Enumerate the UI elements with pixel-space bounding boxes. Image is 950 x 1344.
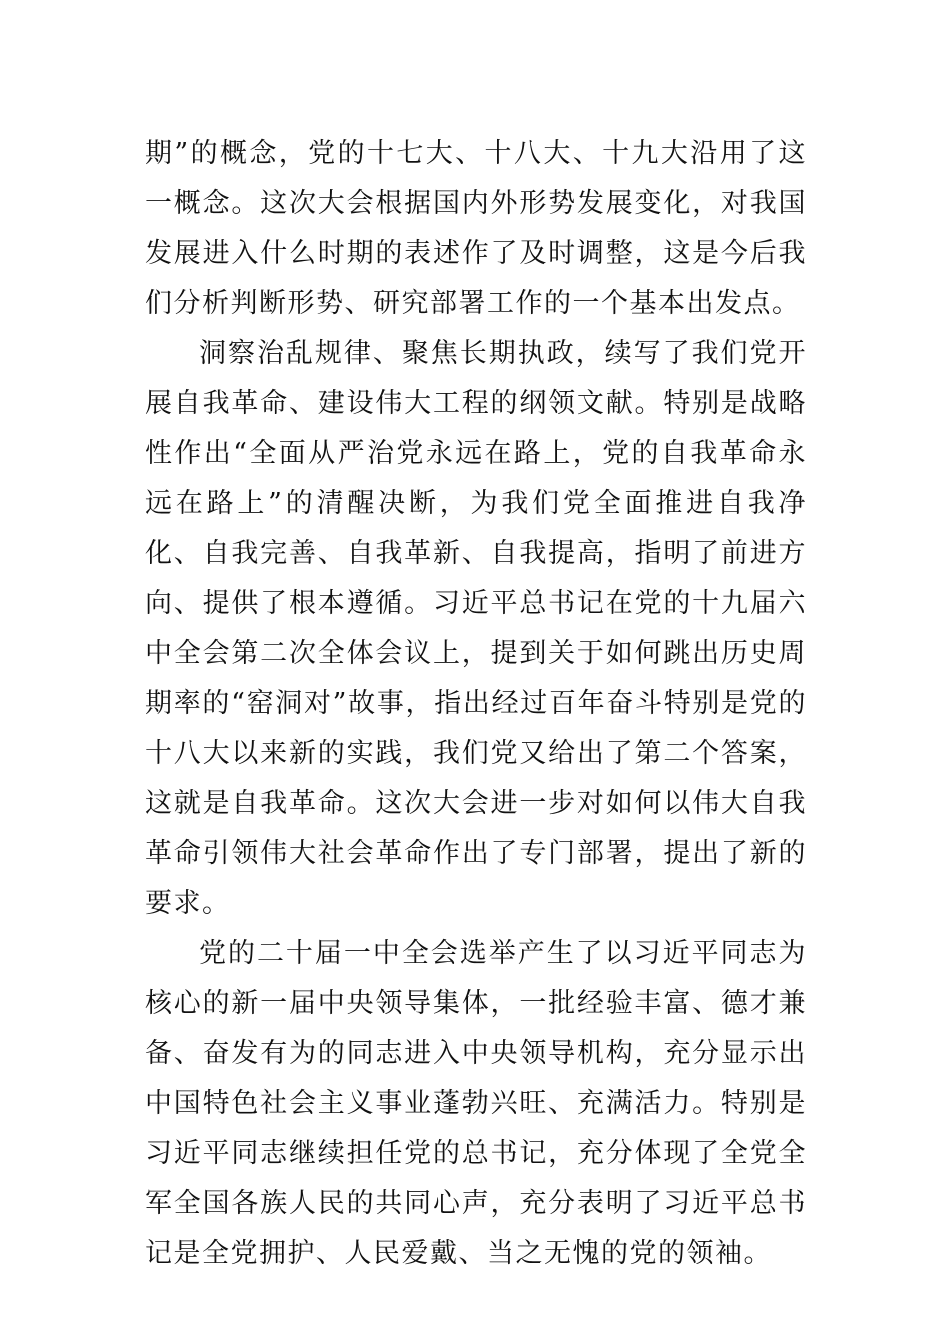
document-body [145,129,807,1279]
paragraph-3: 党的二十届一中全会选举产生了以习近平同志为核心的新一届中央领导集体，一批经验丰富、德才兼备、奋发有为的同志进入中央领导机构，充分显示出中国特色社会主义事业蓬勃兴旺、充满活力。特别是习近平同志继续担任党的总书记，充分体现了全党全军全国各族人民的共同心声，充分表明了习近平总书记是全党拥护、人民爱戴、当之无愧的党的领袖。 [145,938,807,1269]
paragraph-1: 期”的概念，党的十七大、十八大、十九大沿用了这一概念。这次大会根据国内外形势发展变化，对我国发展进入什么时期的表述作了及时调整，这是今后我们分析判断形势、研究部署工作的一个基本出发点。 [145,138,807,319]
paragraph-2: 洞察治乱规律、聚焦长期执政，续写了我们党开展自我革命、建设伟大工程的纲领文献。特别是战略性作出“全面从严治党永远在路上，党的自我革命永远在路上”的清醒决断，为我们党全面推进自我净化、自我完善、自我革新、自我提高，指明了前进方向、提供了根本遵循。习近平总书记在党的十九届六中全会第二次全体会议上，提到关于如何跳出历史周期率的“窑洞对”故事，指出经过百年奋斗特别是党的十八大以来新的实践，我们党又给出了第二个答案，这就是自我革命。这次大会进一步对如何以伟大自我革命引领伟大社会革命作出了专门部署，提出了新的要求。 [145,338,807,919]
